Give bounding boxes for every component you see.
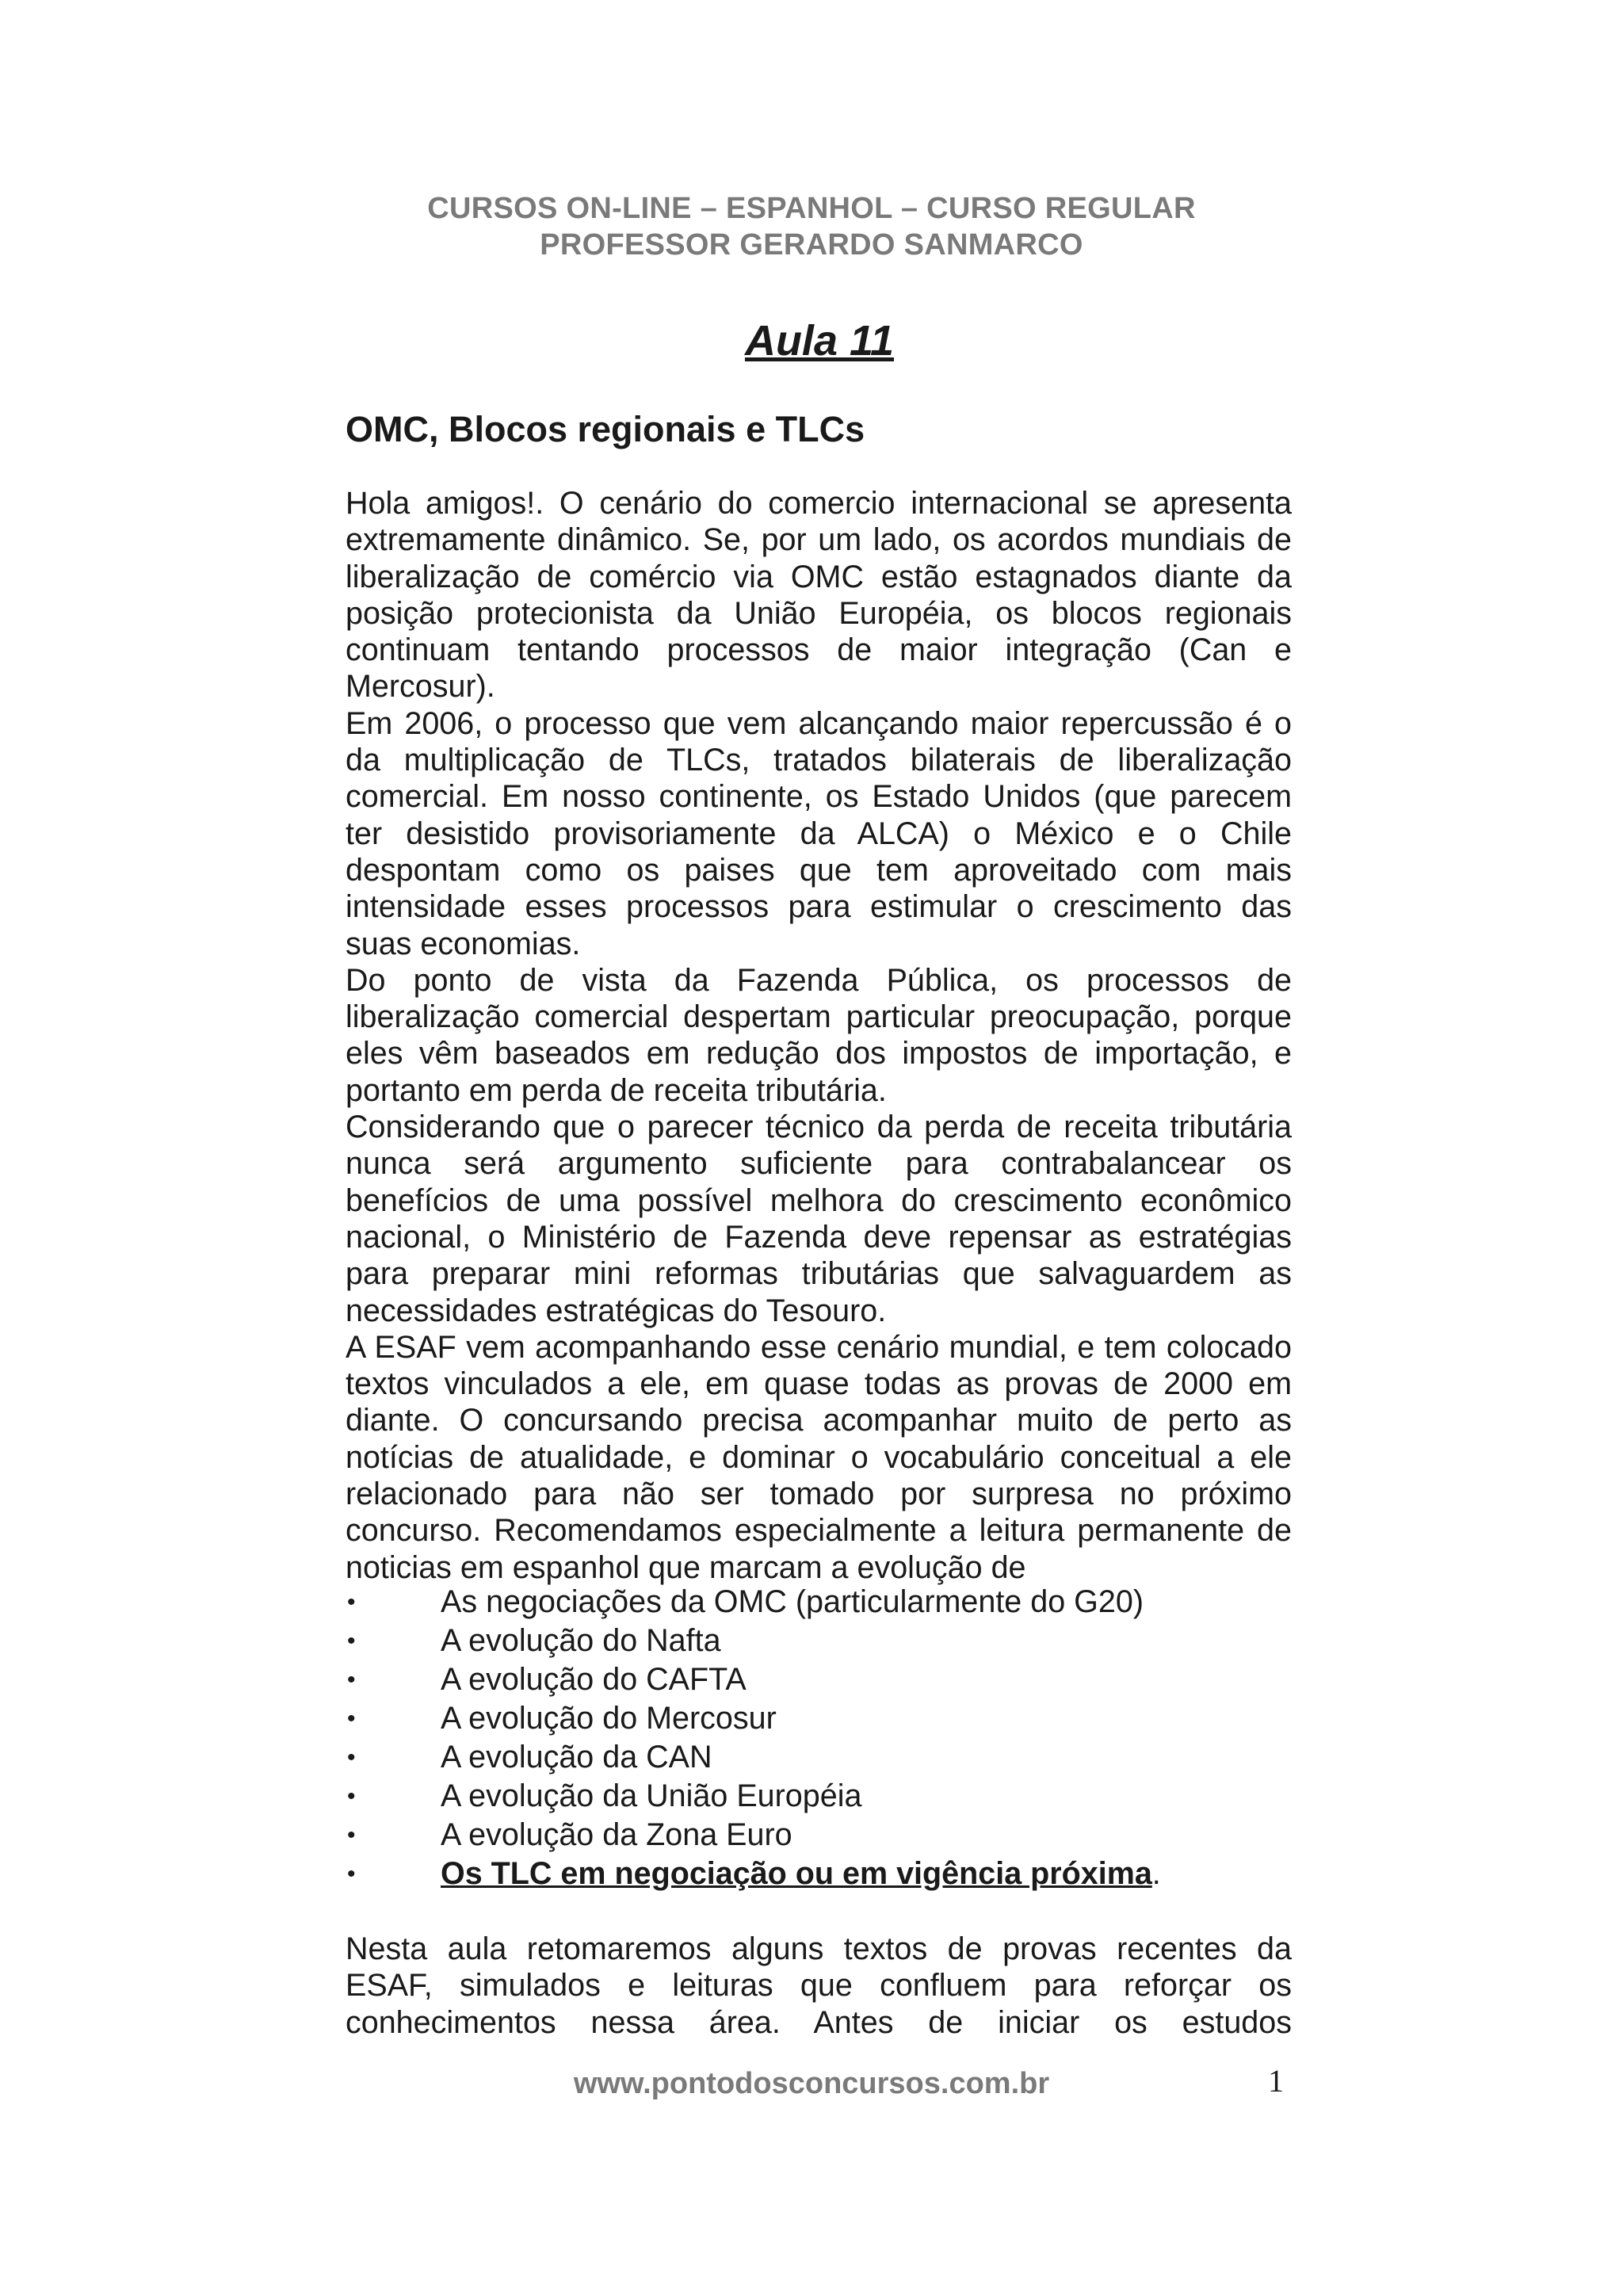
- paragraph: Nesta aula retomaremos alguns textos de provas recentes da ESAF, simulados e leituras que confluem para reforçar os conhecimentos nessa área. Antes de iniciar os estudos: [346, 1931, 1292, 2040]
- bullet-icon: •: [347, 1706, 356, 1732]
- list-item: • A evolução do Mercosur: [346, 1699, 1292, 1738]
- page-number: 1: [1268, 2063, 1284, 2099]
- list-item: • A evolução da Zona Euro: [346, 1816, 1292, 1855]
- list-item: • A evolução do Nafta: [346, 1622, 1292, 1660]
- paragraph: Em 2006, o processo que vem alcançando maior repercussão é o da multiplicação de TLCs, tratados bilaterais de liberalização comercial. Em nosso continente, os Estado Unidos (que parecem ter desistido provisoriamente da ALCA) o México e o Chile despontam como os paises que tem aproveitado com mais intensidade esses processos para estimular o crescimento das suas economias.: [346, 705, 1292, 961]
- bullet-icon: •: [347, 1744, 356, 1771]
- lesson-title: Aula 11: [744, 317, 895, 365]
- paragraph: Hola amigos!. O cenário do comercio internacional se apresenta extremamente dinâmico. Se, por um lado, os acordos mundiais de liberalização de comércio via OMC estão estagnados diante da posição protecionista da União Européia, os blocos regionais continuam tentando processos de maior integração (Can e Mercosur).: [346, 486, 1292, 705]
- list-item: • A evolução da CAN: [346, 1738, 1292, 1777]
- closing-text: [346, 1931, 1292, 2041]
- paragraph: Do ponto de vista da Fazenda Pública, os processos de liberalização comercial despertam particular preocupação, porque eles vêm baseados em redução dos impostos de importação, e portanto em perda de receita tributária.: [346, 962, 1292, 1108]
- list-item: • A evolução da União Européia: [346, 1777, 1292, 1816]
- bullet-icon: •: [347, 1667, 356, 1693]
- list-item: • As negociações da OMC (particularmente do G20): [346, 1583, 1292, 1622]
- course-header: [0, 190, 1623, 263]
- bullet-icon: •: [347, 1783, 356, 1809]
- list-item-suffix: .: [1151, 1856, 1161, 1891]
- bullet-icon: •: [347, 1861, 356, 1887]
- bullet-icon: •: [347, 1628, 356, 1654]
- paragraph: Considerando que o parecer técnico da perda de receita tributária nunca será argumento suficiente para contrabalancear os benefícios de uma possível melhora do crescimento econômico nacional, o Ministério de Fazenda deve repensar as estratégias para preparar mini reformas tributárias que salvaguardem as necessidades estratégicas do Tesouro.: [346, 1110, 1292, 1328]
- bullet-icon: •: [347, 1589, 356, 1615]
- course-header-line-2: PROFESSOR GERARDO SANMARCO: [540, 228, 1083, 262]
- course-header-line-1: CURSOS ON-LINE – ESPANHOL – CURSO REGULAR: [427, 192, 1196, 225]
- topics-list: [346, 1583, 1292, 1893]
- list-item-emphasized: • Os TLC em negociação ou em vigência próxima.: [346, 1855, 1292, 1893]
- paragraph: A ESAF vem acompanhando esse cenário mundial, e tem colocado textos vinculados a ele, em quase todas as provas de 2000 em diante. O concursando precisa acompanhar muito de perto as notícias de atualidade, e dominar o vocabulário conceitual a ele relacionado para não ser tomado por surpresa no próximo concurso. Recomendamos especialmente a leitura permanente de noticias em espanhol que marcam a evolução de: [346, 1329, 1292, 1585]
- section-title: OMC, Blocos regionais e TLCs: [346, 409, 865, 449]
- list-item: • A evolução do CAFTA: [346, 1660, 1292, 1699]
- bullet-icon: •: [347, 1822, 356, 1848]
- body-text: [346, 485, 1292, 1586]
- footer-url: www.pontodosconcursos.com.br: [573, 2067, 1050, 2100]
